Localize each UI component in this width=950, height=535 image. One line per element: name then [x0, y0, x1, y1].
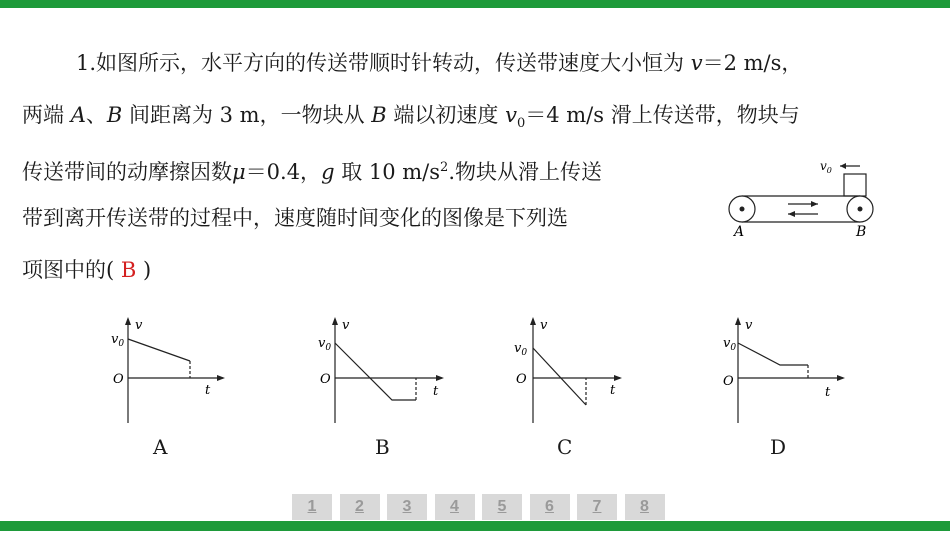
- option-label-d: D: [770, 435, 787, 459]
- graph-option-c: [510, 315, 635, 427]
- svg-text:v: v: [135, 318, 143, 333]
- svg-text:t: t: [205, 383, 211, 398]
- conveyor-belt-figure: [720, 150, 890, 242]
- answer-text: B: [114, 258, 143, 282]
- svg-text:t: t: [825, 385, 831, 400]
- page-button-6[interactable]: 6: [530, 494, 570, 520]
- option-label-b: B: [375, 435, 390, 459]
- top-border-bar: [0, 0, 950, 8]
- svg-text:O: O: [516, 372, 527, 387]
- option-label-a: A: [153, 435, 168, 459]
- option-label-c: C: [557, 435, 573, 459]
- svg-text:v: v: [342, 318, 350, 333]
- belt-velocity-label: $v_0$: [820, 159, 832, 175]
- page-button-1[interactable]: 1: [292, 494, 332, 520]
- svg-text:O: O: [113, 372, 124, 387]
- question-line-3: 传送带间的动摩擦因数μ＝0.4，g 取 10 $m/s^2$.物块从滑上传送: [22, 160, 602, 184]
- graph-option-b: [312, 315, 452, 427]
- svg-text:v: v: [745, 318, 753, 333]
- graph-option-d: [715, 315, 855, 427]
- label-A: A: [734, 224, 745, 240]
- question-line-5: 项图中的( B ): [22, 258, 152, 282]
- question-line-4: 带到离开传送带的过程中，速度随时间变化的图像是下列选: [22, 206, 568, 230]
- svg-text:v0: $v_0$: [514, 341, 528, 358]
- svg-text:v0: $v_0$: [318, 336, 332, 353]
- page-button-2[interactable]: 2: [340, 494, 380, 520]
- svg-text:v: v: [540, 318, 548, 333]
- svg-text:O: O: [723, 374, 734, 389]
- svg-text:t: t: [610, 383, 616, 398]
- bottom-border-bar: [0, 521, 950, 531]
- label-B: B: [856, 224, 867, 240]
- svg-text:t: t: [433, 384, 439, 399]
- question-line-1: 1.如图所示，水平方向的传送带顺时针转动，传送带速度大小恒为 v＝2 m/s，: [76, 51, 803, 75]
- question-line-2: 两端 A、B 间距离为 3 m，一物块从 B 端以初速度 $v_0=4$ m/s 滑上传送带，物块与: [22, 103, 800, 132]
- page-navigation: [292, 494, 672, 520]
- page-button-8[interactable]: 8: [625, 494, 665, 520]
- page-button-5[interactable]: 5: [482, 494, 522, 520]
- svg-text:v0: $v_0$: [111, 332, 125, 349]
- svg-text:O: O: [320, 372, 331, 387]
- svg-text:v0: $v_0$: [723, 336, 737, 353]
- block: [844, 174, 866, 196]
- page-button-7[interactable]: 7: [577, 494, 617, 520]
- page-button-4[interactable]: 4: [435, 494, 475, 520]
- page-button-3[interactable]: 3: [387, 494, 427, 520]
- graph-option-a: [105, 315, 230, 427]
